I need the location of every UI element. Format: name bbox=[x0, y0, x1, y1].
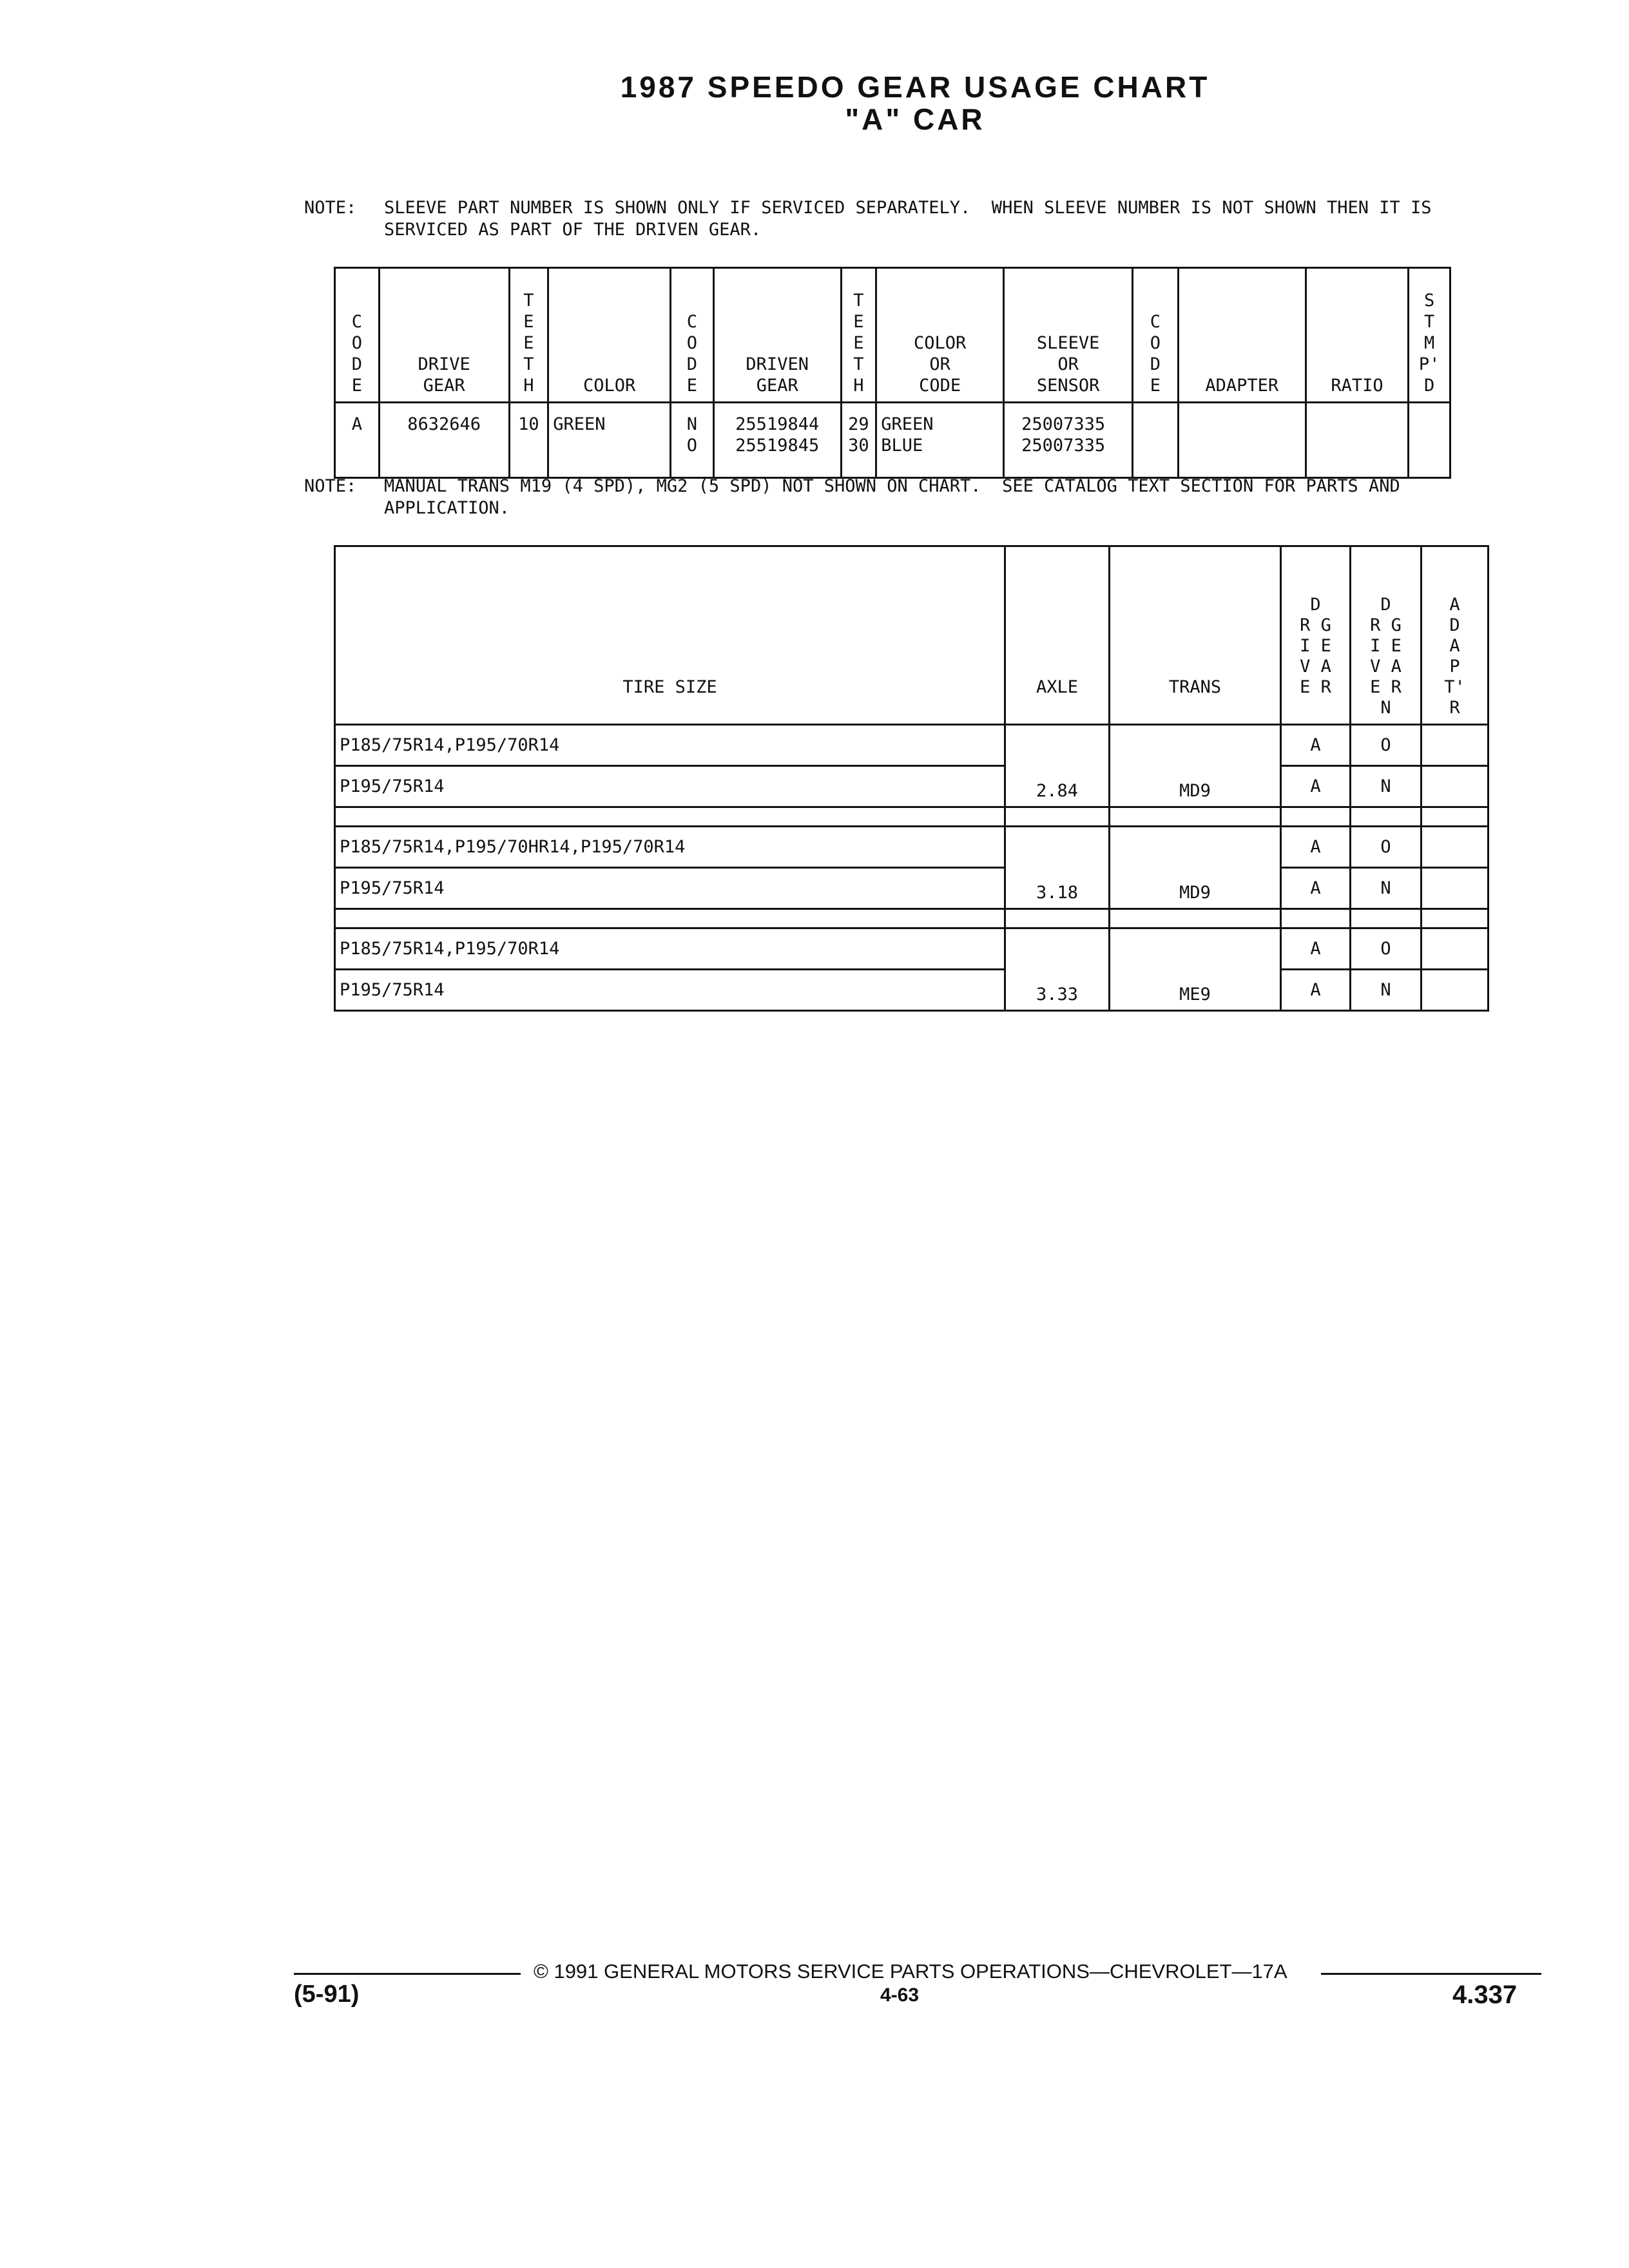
gear-table-header bbox=[335, 268, 1451, 403]
footer-page-number: 4-63 bbox=[880, 1984, 920, 2006]
note-line-1: MANUAL TRANS M19 (4 SPD), MG2 (5 SPD) NOT SHOWN ON CHART. SEE CATALOG TEXT SECTION FOR PARTS AND bbox=[384, 476, 1400, 496]
cell-adapter bbox=[1422, 827, 1489, 868]
header-axle: AXLE bbox=[1005, 546, 1110, 725]
header-color-or-code: COLOR OR CODE bbox=[876, 268, 1004, 403]
cell-driven: N bbox=[1351, 970, 1422, 1011]
footer-rule-left bbox=[294, 1973, 521, 1975]
header-adapter: ADAPTER bbox=[1178, 268, 1306, 403]
cell-trans: ME9 bbox=[1110, 928, 1281, 1011]
note-label: NOTE: bbox=[304, 476, 357, 496]
cell-driven-gear: 25519844 25519845 bbox=[713, 403, 841, 478]
cell-adapter bbox=[1422, 766, 1489, 807]
cell-drive: A bbox=[1281, 868, 1351, 909]
header-tire-size: TIRE SIZE bbox=[335, 546, 1005, 725]
header-code: C O D E bbox=[335, 268, 380, 403]
note-line-2: APPLICATION. bbox=[384, 498, 510, 518]
note-line-1: SLEEVE PART NUMBER IS SHOWN ONLY IF SERVICED SEPARATELY. WHEN SLEEVE NUMBER IS NOT SHOWN THEN IT IS bbox=[384, 198, 1432, 218]
cell-tire-size: P185/75R14,P195/70R14 bbox=[335, 928, 1005, 970]
table-row bbox=[335, 725, 1489, 766]
header-teeth-2: T E E T H bbox=[841, 268, 876, 403]
cell-ratio bbox=[1306, 403, 1409, 478]
cell-tire-size: P195/75R14 bbox=[335, 970, 1005, 1011]
header-drive-gear: DRIVE GEAR bbox=[379, 268, 509, 403]
cell-tire-size: P195/75R14 bbox=[335, 766, 1005, 807]
cell-code: A bbox=[335, 403, 380, 478]
group-separator bbox=[335, 807, 1489, 827]
footer-section-number: 4.337 bbox=[1452, 1981, 1518, 2009]
header-stmpd: S T M P' D bbox=[1409, 268, 1451, 403]
note-text bbox=[384, 197, 1432, 241]
cell-tire-size: P185/75R14,P195/70HR14,P195/70R14 bbox=[335, 827, 1005, 868]
cell-trans: MD9 bbox=[1110, 827, 1281, 909]
cell-adapter bbox=[1422, 725, 1489, 766]
header-color: COLOR bbox=[548, 268, 671, 403]
cell-drive: A bbox=[1281, 827, 1351, 868]
cell-stmpd bbox=[1409, 403, 1451, 478]
cell-driven: O bbox=[1351, 725, 1422, 766]
page-subtitle: "A" CAR bbox=[845, 102, 985, 136]
usage-table-header bbox=[335, 546, 1489, 725]
header-driven-gear: DRIVEN GEAR bbox=[713, 268, 841, 403]
header-sleeve-or-sensor: SLEEVE OR SENSOR bbox=[1004, 268, 1133, 403]
table-row bbox=[335, 766, 1489, 807]
cell-color: GREEN bbox=[548, 403, 671, 478]
cell-adapter bbox=[1422, 928, 1489, 970]
header-trans: TRANS bbox=[1110, 546, 1281, 725]
header-ratio: RATIO bbox=[1306, 268, 1409, 403]
note-manual-trans bbox=[304, 476, 1561, 527]
table-row bbox=[335, 868, 1489, 909]
header-code-3: C O D E bbox=[1133, 268, 1179, 403]
footer-rule-right bbox=[1321, 1973, 1541, 1975]
cell-drive: A bbox=[1281, 766, 1351, 807]
note-line-2: SERVICED AS PART OF THE DRIVEN GEAR. bbox=[384, 220, 762, 240]
note-label: NOTE: bbox=[304, 198, 357, 218]
cell-driven-teeth: 29 30 bbox=[841, 403, 876, 478]
cell-driven: O bbox=[1351, 827, 1422, 868]
cell-adapter bbox=[1178, 403, 1306, 478]
table-row bbox=[335, 403, 1451, 478]
gear-table bbox=[334, 267, 1451, 479]
note-sleeve bbox=[304, 197, 1561, 249]
cell-drive: A bbox=[1281, 970, 1351, 1011]
cell-tire-size: P195/75R14 bbox=[335, 868, 1005, 909]
cell-driven-color: GREEN BLUE bbox=[876, 403, 1004, 478]
cell-drive-gear: 8632646 bbox=[379, 403, 509, 478]
cell-driven-code: N O bbox=[671, 403, 714, 478]
cell-drive: A bbox=[1281, 928, 1351, 970]
cell-tire-size: P185/75R14,P195/70R14 bbox=[335, 725, 1005, 766]
cell-driven: O bbox=[1351, 928, 1422, 970]
cell-adapter bbox=[1422, 868, 1489, 909]
cell-axle: 2.84 bbox=[1005, 725, 1110, 807]
table-row bbox=[335, 928, 1489, 970]
table-row bbox=[335, 970, 1489, 1011]
header-driven-gear: D R G I E V A E R N bbox=[1351, 546, 1422, 725]
header-adapter: A D A P T' R bbox=[1422, 546, 1489, 725]
cell-adapter bbox=[1422, 970, 1489, 1011]
cell-driven: N bbox=[1351, 766, 1422, 807]
usage-table bbox=[334, 545, 1489, 1012]
cell-axle: 3.18 bbox=[1005, 827, 1110, 909]
cell-driven: N bbox=[1351, 868, 1422, 909]
cell-sleeve: 25007335 25007335 bbox=[1004, 403, 1133, 478]
header-drive-gear: D R G I E V A E R bbox=[1281, 546, 1351, 725]
cell-trans: MD9 bbox=[1110, 725, 1281, 807]
cell-code-3 bbox=[1133, 403, 1179, 478]
cell-axle: 3.33 bbox=[1005, 928, 1110, 1011]
cell-drive: A bbox=[1281, 725, 1351, 766]
cell-teeth: 10 bbox=[509, 403, 548, 478]
page-title: 1987 SPEEDO GEAR USAGE CHART bbox=[620, 70, 1210, 104]
footer-date: (5-91) bbox=[294, 1981, 360, 2008]
table-row bbox=[335, 827, 1489, 868]
header-code-2: C O D E bbox=[671, 268, 714, 403]
footer-copyright: © 1991 GENERAL MOTORS SERVICE PARTS OPERATIONS—CHEVROLET—17A bbox=[534, 1960, 1287, 1983]
header-teeth: T E E T H bbox=[509, 268, 548, 403]
note-text bbox=[384, 476, 1400, 519]
group-separator bbox=[335, 909, 1489, 928]
